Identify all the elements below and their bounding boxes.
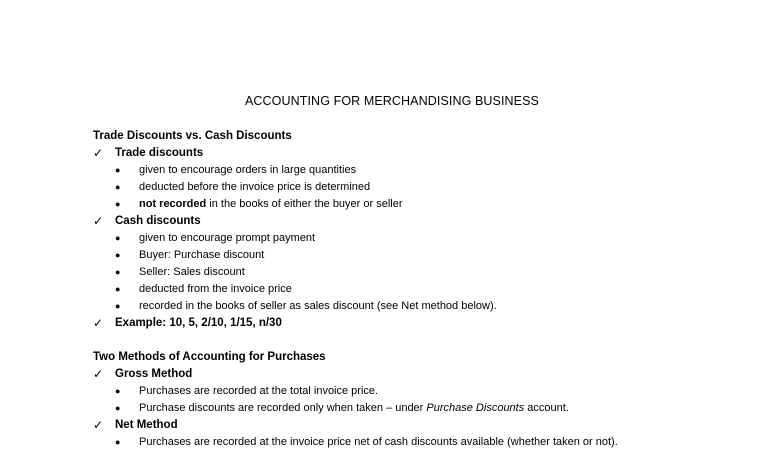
topic-label: Trade discounts xyxy=(115,147,204,159)
list-item xyxy=(93,383,753,400)
list-item xyxy=(93,264,753,281)
list-item xyxy=(93,434,753,451)
list-item-text-post: account. xyxy=(524,402,569,414)
list-item xyxy=(93,400,753,417)
bullet-icon: ● xyxy=(115,233,121,243)
list-item-text-pre: Purchase discounts are recorded only when taken – under xyxy=(139,402,427,414)
topic-cash-discounts xyxy=(93,213,753,230)
bullet-icon: ● xyxy=(115,267,121,277)
bullet-icon: ● xyxy=(115,182,121,192)
bullet-icon: ● xyxy=(115,301,121,311)
list-item-text xyxy=(139,400,569,417)
checkmark-icon: ✓ xyxy=(93,367,104,381)
list-item xyxy=(93,281,753,298)
document-title: ACCOUNTING FOR MERCHANDISING BUSINESS xyxy=(244,94,539,108)
topic-label: Gross Method xyxy=(115,368,193,380)
list-item-text: deducted from the invoice price xyxy=(139,283,292,295)
bullet-icon: ● xyxy=(115,284,121,294)
list-item xyxy=(93,298,753,315)
section-heading-purchases: Two Methods of Accounting for Purchases xyxy=(93,351,326,363)
list-item xyxy=(93,179,753,196)
paragraph-spacer xyxy=(93,332,753,349)
list-item-text: Purchases are recorded at the total invoice price. xyxy=(139,385,379,397)
list-item-text xyxy=(139,196,403,213)
bullet-icon: ● xyxy=(115,403,121,413)
list-item-text: recorded in the books of seller as sales discount (see Net method below). xyxy=(139,300,497,312)
bullet-icon: ● xyxy=(115,386,121,396)
topic-label: Example: 10, 5, 2/10, 1/15, n/30 xyxy=(115,317,282,329)
list-item-text: Buyer: Purchase discount xyxy=(139,249,265,261)
topic-label: Net Method xyxy=(115,419,178,431)
checkmark-icon: ✓ xyxy=(93,316,104,330)
topic-label: Cash discounts xyxy=(115,215,201,227)
checkmark-icon: ✓ xyxy=(93,418,104,432)
list-item xyxy=(93,247,753,264)
list-item-text-rest: in the books of either the buyer or seller xyxy=(206,198,403,210)
list-item-text: deducted before the invoice price is determined xyxy=(139,181,371,193)
italic-text: Purchase Discounts xyxy=(426,402,525,414)
list-item xyxy=(93,230,753,247)
gross-method-list xyxy=(93,383,753,417)
list-item-text: given to encourage orders in large quantities xyxy=(139,164,357,176)
list-item xyxy=(93,162,753,179)
list-item-text: Purchases are recorded at the invoice price net of cash discounts available (whether taken or not). xyxy=(139,436,618,448)
bullet-icon: ● xyxy=(115,250,121,260)
emphasis-text: not recorded xyxy=(139,198,207,210)
checkmark-icon: ✓ xyxy=(93,214,104,228)
topic-trade-discounts xyxy=(93,145,753,162)
checkmark-icon: ✓ xyxy=(93,146,104,160)
topic-example xyxy=(93,315,753,332)
trade-discounts-list xyxy=(93,162,753,213)
topic-gross-method xyxy=(93,366,753,383)
list-item-text: Seller: Sales discount xyxy=(139,266,245,278)
document-body xyxy=(93,128,753,451)
bullet-icon: ● xyxy=(115,437,121,447)
topic-net-method xyxy=(93,417,753,434)
list-item xyxy=(93,196,753,213)
section-heading-discounts: Trade Discounts vs. Cash Discounts xyxy=(93,130,292,142)
bullet-icon: ● xyxy=(115,165,121,175)
cash-discounts-list xyxy=(93,230,753,315)
net-method-list xyxy=(93,434,753,451)
list-item-text: given to encourage prompt payment xyxy=(139,232,316,244)
bullet-icon: ● xyxy=(115,199,121,209)
